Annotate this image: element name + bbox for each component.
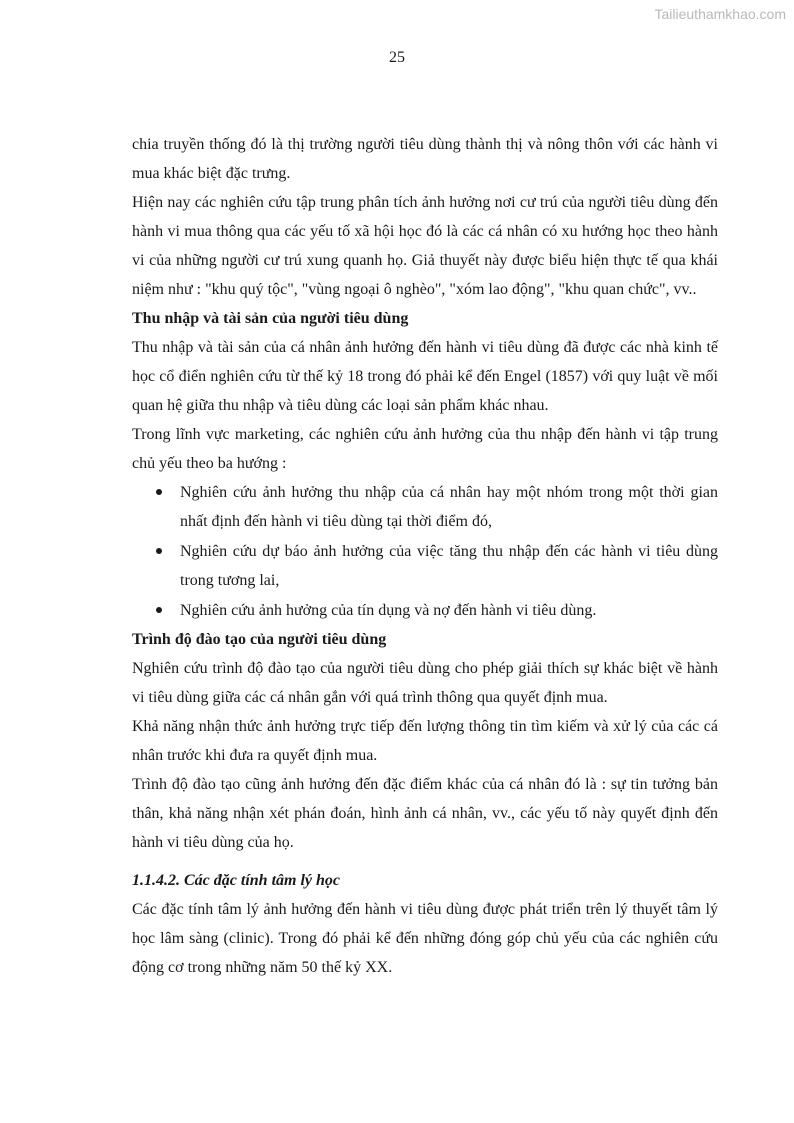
paragraph-income-1: Thu nhập và tài sản của cá nhân ảnh hưởng đến hành vi tiêu dùng đã được các nhà kinh tế học cổ điển nghiên cứu từ thế kỷ 18 trong đó phải kể đến Engel (1857) với quy luật về mối quan hệ giữa thu nhập và tiêu dùng các loại sản phẩm khác nhau. (132, 339, 718, 414)
paragraph-psychological-1: Các đặc tính tâm lý ảnh hưởng đến hành vi tiêu dùng được phát triển trên lý thuyết tâm lý học lâm sàng (clinic). Trong đó phải kể đến những đóng góp chủ yếu của các nghiên cứu động cơ trong những năm 50 thế kỷ XX. (132, 901, 718, 976)
paragraph-income-2: Trong lĩnh vực marketing, các nghiên cứu ảnh hưởng của thu nhập đến hành vi tập trung chủ yếu theo ba hướng : (132, 426, 718, 472)
paragraph-education-2: Khả năng nhận thức ảnh hưởng trực tiếp đến lượng thông tin tìm kiếm và xử lý của các cá nhân trước khi đưa ra quyết định mua. (132, 718, 718, 764)
heading-education: Trình độ đào tạo của người tiêu dùng (132, 631, 387, 648)
paragraph-intro-2: Hiện nay các nghiên cứu tập trung phân tích ảnh hưởng nơi cư trú của người tiêu dùng đến hành vi mua thông qua các yếu tố xã hội học đó là các cá nhân có xu hướng học theo hành vi của những người cư trú xung quanh họ. Giả thuyết này được biểu hiện thực tế qua khái niệm như : "khu quý tộc", "vùng ngoại ô nghèo", "xóm lao động", "khu quan chức", vv.. (132, 194, 718, 298)
page-number: 25 (389, 49, 405, 66)
heading-income: Thu nhập và tài sản của người tiêu dùng (132, 310, 409, 327)
list-item-text: Nghiên cứu ảnh hưởng của tín dụng và nợ đến hành vi tiêu dùng. (180, 602, 597, 619)
list-item-text: Nghiên cứu dự báo ảnh hưởng của việc tăng thu nhập đến các hành vi tiêu dùng trong tương lai, (180, 543, 718, 589)
bullet-icon (156, 489, 162, 495)
bullet-icon (156, 548, 162, 554)
list-item (132, 596, 718, 625)
income-research-list (132, 478, 718, 625)
paragraph-education-1: Nghiên cứu trình độ đào tạo của người tiêu dùng cho phép giải thích sự khác biệt về hành vi tiêu dùng giữa các cá nhân gắn với quá trình thông qua quyết định mua. (132, 660, 718, 706)
document-body (132, 130, 718, 982)
paragraph-education-3: Trình độ đào tạo cũng ảnh hưởng đến đặc điểm khác của cá nhân đó là : sự tin tưởng bản thân, khả năng nhận xét phán đoán, hình ảnh cá nhân, vv., các yếu tố này quyết định đến hành vi tiêu dùng của họ. (132, 776, 718, 851)
heading-psychological: 1.1.4.2. Các đặc tính tâm lý học (132, 872, 340, 889)
list-item-text: Nghiên cứu ảnh hưởng thu nhập của cá nhân hay một nhóm trong một thời gian nhất định đến hành vi tiêu dùng tại thời điểm đó, (180, 484, 718, 530)
list-item (132, 537, 718, 595)
paragraph-intro-1: chia truyền thống đó là thị trường người tiêu dùng thành thị và nông thôn với các hành vi mua khác biệt đặc trưng. (132, 136, 718, 182)
bullet-icon (156, 607, 162, 613)
list-item (132, 478, 718, 536)
watermark: Tailieuthamkhao.com (654, 6, 786, 22)
